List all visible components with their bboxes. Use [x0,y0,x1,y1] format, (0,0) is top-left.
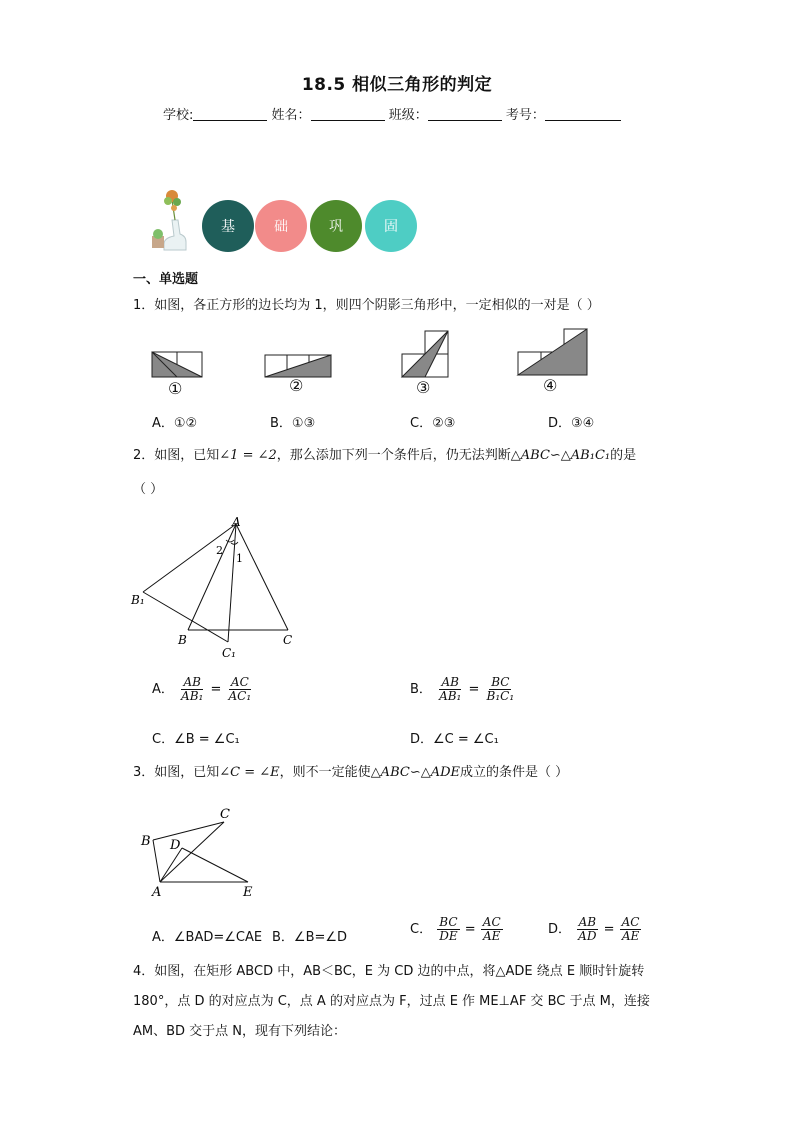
q2-stem-pre: 2．如图，已知 [133,448,220,463]
banner-circle-3: 巩 [310,200,362,252]
school-blank [193,108,267,121]
q2-label-c: C [283,633,293,647]
q2-label-angle2: 2 [216,544,223,557]
q3-label-b: B [141,834,151,849]
q1-option-b[interactable]: B．①③ [270,416,316,431]
q3-stem [133,763,568,783]
q1-fig-label-1: ① [168,379,183,398]
q2-option-a-label: A． [152,682,174,697]
q1-fig-label-4: ④ [543,376,558,395]
q1-figure-1 [152,352,202,377]
school-label: 学校: [163,108,194,123]
q1-stem: 1．如图，各正方形的边长均为 1，则四个阴影三角形中，一定相似的一对是（ ） [133,298,600,313]
vase-icon [150,186,198,252]
q3-option-a[interactable]: A．∠BAD=∠CAE [152,930,263,945]
q2-option-a[interactable]: A． $\frac{AB}{\text{AB₁}}$ = $\frac{AC}{\text{AC₁}}$ [152,675,252,703]
q2-stem [133,446,636,466]
q3-option-d-label: D． [548,922,572,937]
banner-circle-4: 固 [365,200,417,252]
q2-figure [128,512,308,662]
q2-label-c1: C₁ [222,646,236,660]
q3-stem-mid: ，则不一定能使 [279,765,371,780]
q3-figure [138,800,278,900]
q1-option-c[interactable]: C．②③ [410,416,456,431]
q4-line-2: 180°，点 D 的对应点为 C，点 A 的对应点为 F，过点 E 作 ME⊥AF 交 BC 于点 M，连接 [133,994,650,1009]
q1-figure-2 [265,355,331,377]
q3-option-d[interactable]: D． $\frac{AB}{AD}$ = $\frac{AC}{AE}$ [548,915,640,943]
q3-label-a: A [152,885,162,900]
q2-stem-cond: ∠1 = ∠2 [219,448,277,463]
class-label: 班级： [388,108,428,123]
name-blank [311,108,385,121]
q2-label-b: B [178,633,187,647]
q2-label-angle1: 1 [236,552,243,565]
id-label: 考号： [505,108,545,123]
name-label: 姓名： [271,108,311,123]
q2-stem-post: 的是 [610,448,637,463]
banner-circle-2: 础 [255,200,307,252]
q3-option-c[interactable]: C． $\frac{BC}{DE}$ = $\frac{AC}{AE}$ [410,915,501,943]
q4-line-1: 4．如图，在矩形 ABCD 中，AB＜BC，E 为 CD 边的中点，将△ADE 绕点 E 顺时针旋转 [133,964,645,979]
q2-option-b[interactable]: B． $\frac{AB}{\text{AB₁}}$ = $\frac{BC}{\text{B₁C₁}}$ [410,675,515,703]
q2-stem-tri: △ABC∽△AB₁C₁ [510,448,611,463]
q3-stem-post: 成立的条件是（ ） [460,765,569,780]
banner-circle-1: 基 [202,200,254,252]
section-title: 一、单选题 [133,272,199,287]
q2-stem-mid: ，那么添加下列一个条件后，仍无法判断 [276,448,511,463]
page-title: 18.5 相似三角形的判定 [301,75,493,95]
q1-figures [140,322,660,402]
q3-stem-tri: △ABC∽△ADE [370,765,461,780]
q2-option-d[interactable]: D．∠C = ∠C₁ [410,732,499,747]
q1-fig-label-3: ③ [416,378,431,397]
q1-fig-label-2: ② [289,376,304,395]
q3-option-b[interactable]: B．∠B=∠D [272,930,348,945]
q1-figure-3 [402,331,448,377]
q1-option-d[interactable]: D．③④ [548,416,595,431]
q2-option-b-label: B． [410,682,432,697]
q2-option-c[interactable]: C．∠B = ∠C₁ [152,732,240,747]
q2-paren: （ ） [133,482,164,497]
q3-stem-pre: 3．如图，已知 [133,765,220,780]
q3-option-c-label: C． [410,922,433,937]
class-blank [428,108,502,121]
q2-label-b1: B₁ [131,593,145,607]
q1-figure-4 [518,329,587,375]
q1-option-a[interactable]: A．①② [152,416,198,431]
q3-label-e: E [243,885,253,900]
q4-line-3: AM、BD 交于点 N，现有下列结论： [133,1024,347,1039]
q2-label-a: A [232,515,241,529]
student-info-line [163,104,621,123]
id-blank [545,108,621,121]
q3-label-d: D [170,838,181,853]
q3-label-c: C [220,807,230,822]
q3-stem-cond: ∠C = ∠E [219,765,280,780]
